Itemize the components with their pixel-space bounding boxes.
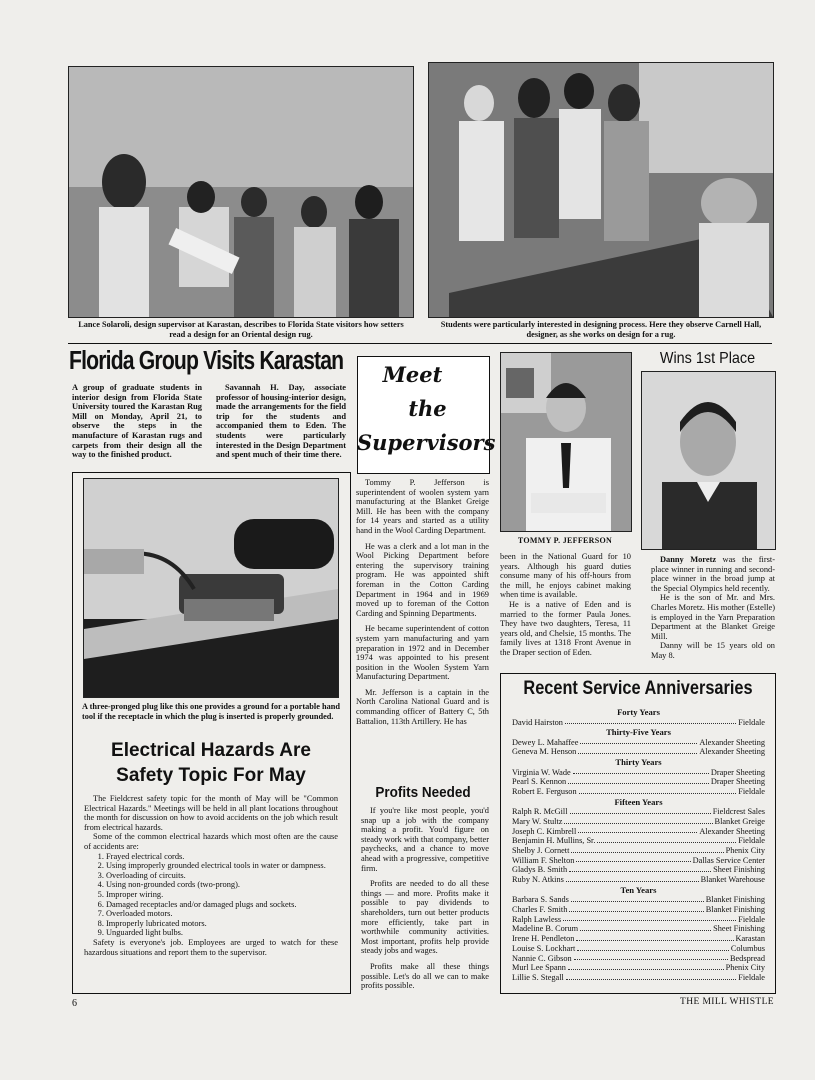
employee-name: Murl Lee Spann	[512, 963, 566, 973]
employee-location: Karastan	[735, 934, 765, 944]
leader-dots	[569, 865, 711, 872]
anniversary-row	[512, 836, 765, 846]
employee-location: Alexander Sheeting	[699, 747, 765, 757]
meet-col2	[500, 552, 631, 664]
list-item: 6. Damaged receptacles and/or damaged plugs and sockets.	[106, 900, 338, 910]
leader-dots	[573, 768, 709, 775]
employee-name: Geneva M. Henson	[512, 747, 577, 757]
anniversary-group-heading: Thirty-Five Years	[606, 727, 671, 738]
meet-para1: Tommy P. Jefferson is superintendent of woolen system yarn manufacturing at the Blanket Greige Mill. He has been with the company for 14 years and started as a utility hand in the Wool Carding Department.	[356, 478, 489, 535]
employee-name: Mary W. Stultz	[512, 816, 563, 826]
employee-location: Dallas Service Center	[692, 855, 765, 865]
employee-name: Charles F. Smith	[512, 905, 568, 915]
employee-location: Blanket Finishing	[705, 905, 765, 915]
anniversary-row	[512, 718, 765, 728]
sander-caption: A three-pronged plug like this one provides a ground for a portable hand tool if the receptacle in which the plug is inserted is properly grounded.	[82, 702, 340, 721]
meet-title-line3: Supervisors	[357, 430, 496, 455]
leader-dots	[577, 944, 729, 951]
employee-location: Fieldale	[738, 914, 765, 924]
anniversary-row	[512, 875, 765, 885]
safety-para2: Some of the common electrical hazards which most often are the cause of accidents are:	[84, 832, 338, 851]
employee-location: Blanket Finishing	[705, 895, 765, 905]
wins-para3: Danny will be 15 years old on May 8.	[651, 641, 775, 660]
hazard-list	[84, 852, 338, 938]
karastan-tour-photo-left	[68, 66, 414, 318]
anniversary-row	[512, 944, 765, 954]
employee-name: Shelby J. Cornett	[512, 846, 570, 856]
employee-name: Barbara S. Sands	[512, 895, 569, 905]
leader-dots	[568, 963, 724, 970]
meet-title-line2: the	[408, 396, 447, 421]
list-item: 8. Improperly lubricated motors.	[106, 919, 338, 929]
leader-dots	[597, 836, 736, 843]
profits-body	[361, 806, 489, 997]
meet-para2: He was a clerk and a lot man in the Wool Picking Department before entering the supervisory training program. He was appointed shift foreman in the Cotton Carding Department in 1964 and in 1969 moved up to foreman of the Cotton Carding and Spinning Departments.	[356, 541, 489, 618]
profits-para2: Profits are needed to do all these things — and more. Profits make it possible to pay dividends to shareholders, turn out better products more efficiently, take part in worthwhile community activities. Most important, profits help provide steady jobs and wages.	[361, 879, 489, 956]
employee-location: Columbus	[730, 943, 765, 953]
employee-location: Fieldale	[738, 972, 765, 982]
anniversary-group-heading: Fifteen Years	[614, 796, 663, 807]
leader-dots	[576, 856, 690, 863]
profits-para1: If you're like most people, you'd snap up a job with the company making a profit. You'd figure on steady work with that company, better paychecks, and a chance to move ahead with a progressive, competitive firm.	[361, 806, 489, 873]
employee-location: Blanket Greige	[714, 816, 765, 826]
leader-dots	[566, 875, 699, 882]
employee-name: Robert E. Ferguson	[512, 787, 577, 797]
list-item: 1. Frayed electrical cords.	[106, 852, 338, 862]
anniversary-row	[512, 963, 765, 973]
wins-body	[651, 555, 775, 667]
employee-name: Benjamin H. Mullins, Sr.	[512, 836, 596, 846]
leader-dots	[564, 817, 712, 824]
leader-dots	[580, 738, 697, 745]
danny-moretz-name: Danny Moretz	[660, 555, 717, 564]
meet-title-line1: Meet	[382, 362, 443, 387]
anniversaries-headline: Recent Service Anniversaries	[523, 678, 753, 699]
publication-name: THE MILL WHISTLE	[680, 997, 774, 1007]
anniversary-row	[512, 973, 765, 983]
anniversary-group-heading: Ten Years	[620, 884, 657, 895]
leader-dots	[566, 973, 736, 980]
anniversary-group-heading: Forty Years	[617, 707, 660, 717]
employee-location: Fieldale	[738, 787, 765, 797]
employee-name: Ruby N. Atkins	[512, 875, 564, 885]
safety-body	[84, 794, 338, 963]
employee-name: Pearl S. Kennon	[512, 777, 567, 787]
leader-dots	[571, 846, 723, 853]
meet-para3: He became superintendent of cotton system yarn manufacturing and yarn preparation in 1972 and in December 1974 was appointed to his present position in the Woolen System Yarn Manufacturing Department.	[356, 624, 489, 682]
employee-name: Ralph R. McGill	[512, 807, 568, 817]
safety-para3: Safety is everyone's job. Employees are urged to watch for these hazardous situations and report them to the supervisor.	[84, 937, 338, 957]
employee-name: Gladys B. Smith	[512, 865, 568, 875]
profits-para3: Profits make all these things possible. Let's do all we can to make profits possible.	[361, 961, 489, 991]
leader-dots	[568, 777, 709, 784]
leader-dots	[576, 934, 733, 941]
anniversary-row	[512, 954, 765, 964]
list-item: 9. Unguarded light bulbs.	[106, 928, 338, 938]
employee-name: David Hairston	[512, 717, 563, 727]
safety-para1: The Fieldcrest safety topic for the month of May will be "Common Electrical Hazards." Meetings will be held in all plant locations throughout the month for discussion on how to avoid accidents on the job which result from electrical hazards.	[84, 794, 338, 832]
employee-name: Dewey L. Mahaffee	[512, 737, 579, 747]
list-item: 7. Overloaded motors.	[106, 909, 338, 919]
employee-location: Draper Sheeting	[710, 767, 765, 777]
wins-para1	[651, 555, 775, 593]
employee-location: Alexander Sheeting	[699, 826, 765, 836]
anniversary-row	[512, 827, 765, 837]
list-item: 5. Improper wiring.	[106, 890, 338, 900]
meet-para5: been in the National Guard for 10 years. Although his guard duties consume many of his off-hours from the mill, he enjoys cabinet making when time is available.	[500, 552, 631, 600]
leader-dots	[571, 895, 704, 902]
employee-location: Sheet Finishing	[713, 865, 765, 875]
leader-dots	[579, 787, 737, 794]
safety-headline-line2: Safety Topic For May	[116, 765, 306, 786]
anniversary-row	[512, 768, 765, 778]
article-body-col1: A group of graduate students in interior design from Florida State University toured the Karastan Rug Mill on Monday, April 21, to observe the steps in the manufacture of Karastan rugs and carpets from their design all the way to the finished product.	[72, 383, 202, 460]
employee-location: Draper Sheeting	[710, 777, 765, 787]
employee-name: Lillie S. Stegall	[512, 972, 564, 982]
page-number: 6	[72, 998, 77, 1009]
wins-headline: Wins 1st Place	[659, 350, 756, 367]
anniversary-row	[512, 807, 765, 817]
employee-location: Alexander Sheeting	[699, 737, 765, 747]
leader-dots	[578, 827, 697, 834]
leader-dots	[563, 915, 736, 922]
anniversary-row	[512, 747, 765, 757]
employee-location: Phenix City	[725, 846, 765, 856]
meet-supervisors-title	[357, 358, 496, 460]
tommy-jefferson-caption: TOMMY P. JEFFERSON	[517, 536, 613, 545]
employee-location: Fieldcrest Sales	[712, 807, 765, 817]
anniversary-row	[512, 924, 765, 934]
leader-dots	[574, 954, 728, 961]
anniversary-row	[512, 738, 765, 748]
meet-para6: He is a native of Eden and is married to the former Paula Jones. They have two daughters, Teresa, 11 years old, and Chelsie, 15 months. The family lives at 1318 Front Avenue in the Draper section of Eden.	[500, 599, 631, 657]
employee-name: Madeline B. Corum	[512, 924, 579, 934]
anniversary-row	[512, 856, 765, 866]
meet-para4: Mr. Jefferson is a captain in the North Carolina National Guard and is commanding officer of Battery C, 5th Battalion, 113th Artillery. He has	[356, 687, 489, 726]
leader-dots	[569, 905, 703, 912]
divider-line	[68, 343, 772, 344]
leader-dots	[580, 924, 711, 931]
employee-name: Louise S. Lockhart	[512, 943, 576, 953]
employee-location: Fieldale	[738, 717, 765, 727]
employee-location: Phenix City	[725, 963, 765, 973]
safety-headline-line1: Electrical Hazards Are	[111, 740, 311, 761]
anniversary-row	[512, 905, 765, 915]
employee-name: Ralph Lawless	[512, 914, 562, 924]
anniversary-row	[512, 934, 765, 944]
karastan-tour-photo-right	[428, 62, 774, 318]
anniversary-row	[512, 915, 765, 925]
anniversary-group-heading: Thirty Years	[615, 757, 662, 768]
anniversaries-list	[512, 707, 765, 983]
danny-moretz-photo	[641, 371, 776, 550]
tommy-jefferson-photo	[500, 352, 632, 532]
anniversary-row	[512, 787, 765, 797]
employee-location: Sheet Finishing	[713, 924, 765, 934]
list-item: 2. Using improperly grounded electrical tools in water or dampness.	[106, 861, 338, 871]
employee-location: Bedspread	[729, 953, 765, 963]
employee-location: Blanket Warehouse	[700, 875, 765, 885]
anniversary-row	[512, 817, 765, 827]
leader-dots	[565, 718, 736, 725]
employee-name: Joseph C. Kimbrell	[512, 826, 577, 836]
meet-col1	[356, 478, 489, 732]
leader-dots	[578, 747, 697, 754]
anniversary-row	[512, 865, 765, 875]
wins-para2: He is the son of Mr. and Mrs. Charles Moretz. His mother (Estelle) is employed in the Yarn Preparation Department at the Blanket Greige Mill.	[651, 593, 775, 641]
wins-para1-text: was the first-place winner in running and second-place winner in the broad jump at the Special Olympics held recently.	[651, 555, 775, 593]
photo-caption-right: Students were particularly interested in designing process. Here they observe Carnell Hall, designer, as she works on design for a rug.	[440, 320, 762, 339]
employee-name: Virginia W. Wade	[512, 767, 571, 777]
list-item: 4. Using non-grounded cords (two-prong).	[106, 880, 338, 890]
article-body-col2: Savannah H. Day, associate professor of housing-interior design, made the arrangements for the field trip for the students and accompanied them to Eden. The students were particularly interested in the Design Department and spent much of their time there.	[216, 383, 346, 460]
employee-name: William F. Shelton	[512, 855, 575, 865]
anniversary-row	[512, 777, 765, 787]
safety-headline	[76, 738, 346, 788]
article-headline: Florida Group Visits Karastan	[69, 347, 344, 375]
employee-name: Nannie C. Gibson	[512, 953, 572, 963]
leader-dots	[570, 807, 711, 814]
profits-headline: Profits Needed	[375, 784, 471, 801]
sander-photo	[83, 478, 339, 698]
list-item: 3. Overloading of circuits.	[106, 871, 338, 881]
anniversary-row	[512, 846, 765, 856]
photo-caption-left: Lance Solaroli, design supervisor at Karastan, describes to Florida State visitors how setters read a design for an Oriental design rug.	[78, 320, 404, 339]
employee-location: Fieldale	[738, 836, 765, 846]
anniversary-row	[512, 895, 765, 905]
employee-name: Irene H. Pendleton	[512, 934, 575, 944]
